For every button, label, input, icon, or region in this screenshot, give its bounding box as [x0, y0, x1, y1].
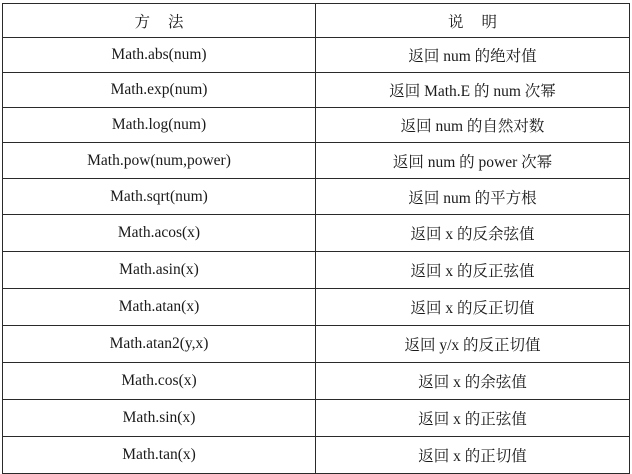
table-header	[3, 4, 630, 38]
method-cell: Math.tan(x)	[3, 437, 316, 474]
description-cell: 返回 y/x 的反正切值	[316, 326, 630, 363]
description-cell: 返回 x 的正切值	[316, 437, 630, 474]
table-row	[3, 38, 630, 73]
method-cell: Math.acos(x)	[3, 215, 316, 252]
description-cell: 返回 Math.E 的 num 次幂	[316, 73, 630, 108]
header-description: 说明	[316, 4, 630, 38]
table-row	[3, 289, 630, 326]
header-row	[3, 4, 630, 38]
method-cell: Math.log(num)	[3, 108, 316, 143]
description-cell: 返回 x 的反正切值	[316, 289, 630, 326]
method-cell: Math.cos(x)	[3, 363, 316, 400]
table-row	[3, 363, 630, 400]
table-row	[3, 326, 630, 363]
table-row	[3, 179, 630, 215]
method-cell: Math.sqrt(num)	[3, 179, 316, 215]
description-cell: 返回 num 的平方根	[316, 179, 630, 215]
description-cell: 返回 num 的 power 次幂	[316, 143, 630, 179]
table-row	[3, 108, 630, 143]
math-methods-table	[2, 3, 630, 474]
table-row	[3, 400, 630, 437]
description-cell: 返回 num 的自然对数	[316, 108, 630, 143]
method-cell: Math.atan(x)	[3, 289, 316, 326]
table-row	[3, 143, 630, 179]
method-cell: Math.exp(num)	[3, 73, 316, 108]
description-cell: 返回 x 的正弦值	[316, 400, 630, 437]
table-row	[3, 215, 630, 252]
table-row	[3, 73, 630, 108]
description-cell: 返回 num 的绝对值	[316, 38, 630, 73]
method-cell: Math.pow(num,power)	[3, 143, 316, 179]
table-row	[3, 252, 630, 289]
method-cell: Math.atan2(y,x)	[3, 326, 316, 363]
method-cell: Math.abs(num)	[3, 38, 316, 73]
header-method: 方法	[3, 4, 316, 38]
description-cell: 返回 x 的余弦值	[316, 363, 630, 400]
table-body	[3, 38, 630, 474]
method-cell: Math.asin(x)	[3, 252, 316, 289]
description-cell: 返回 x 的反余弦值	[316, 215, 630, 252]
description-cell: 返回 x 的反正弦值	[316, 252, 630, 289]
method-cell: Math.sin(x)	[3, 400, 316, 437]
